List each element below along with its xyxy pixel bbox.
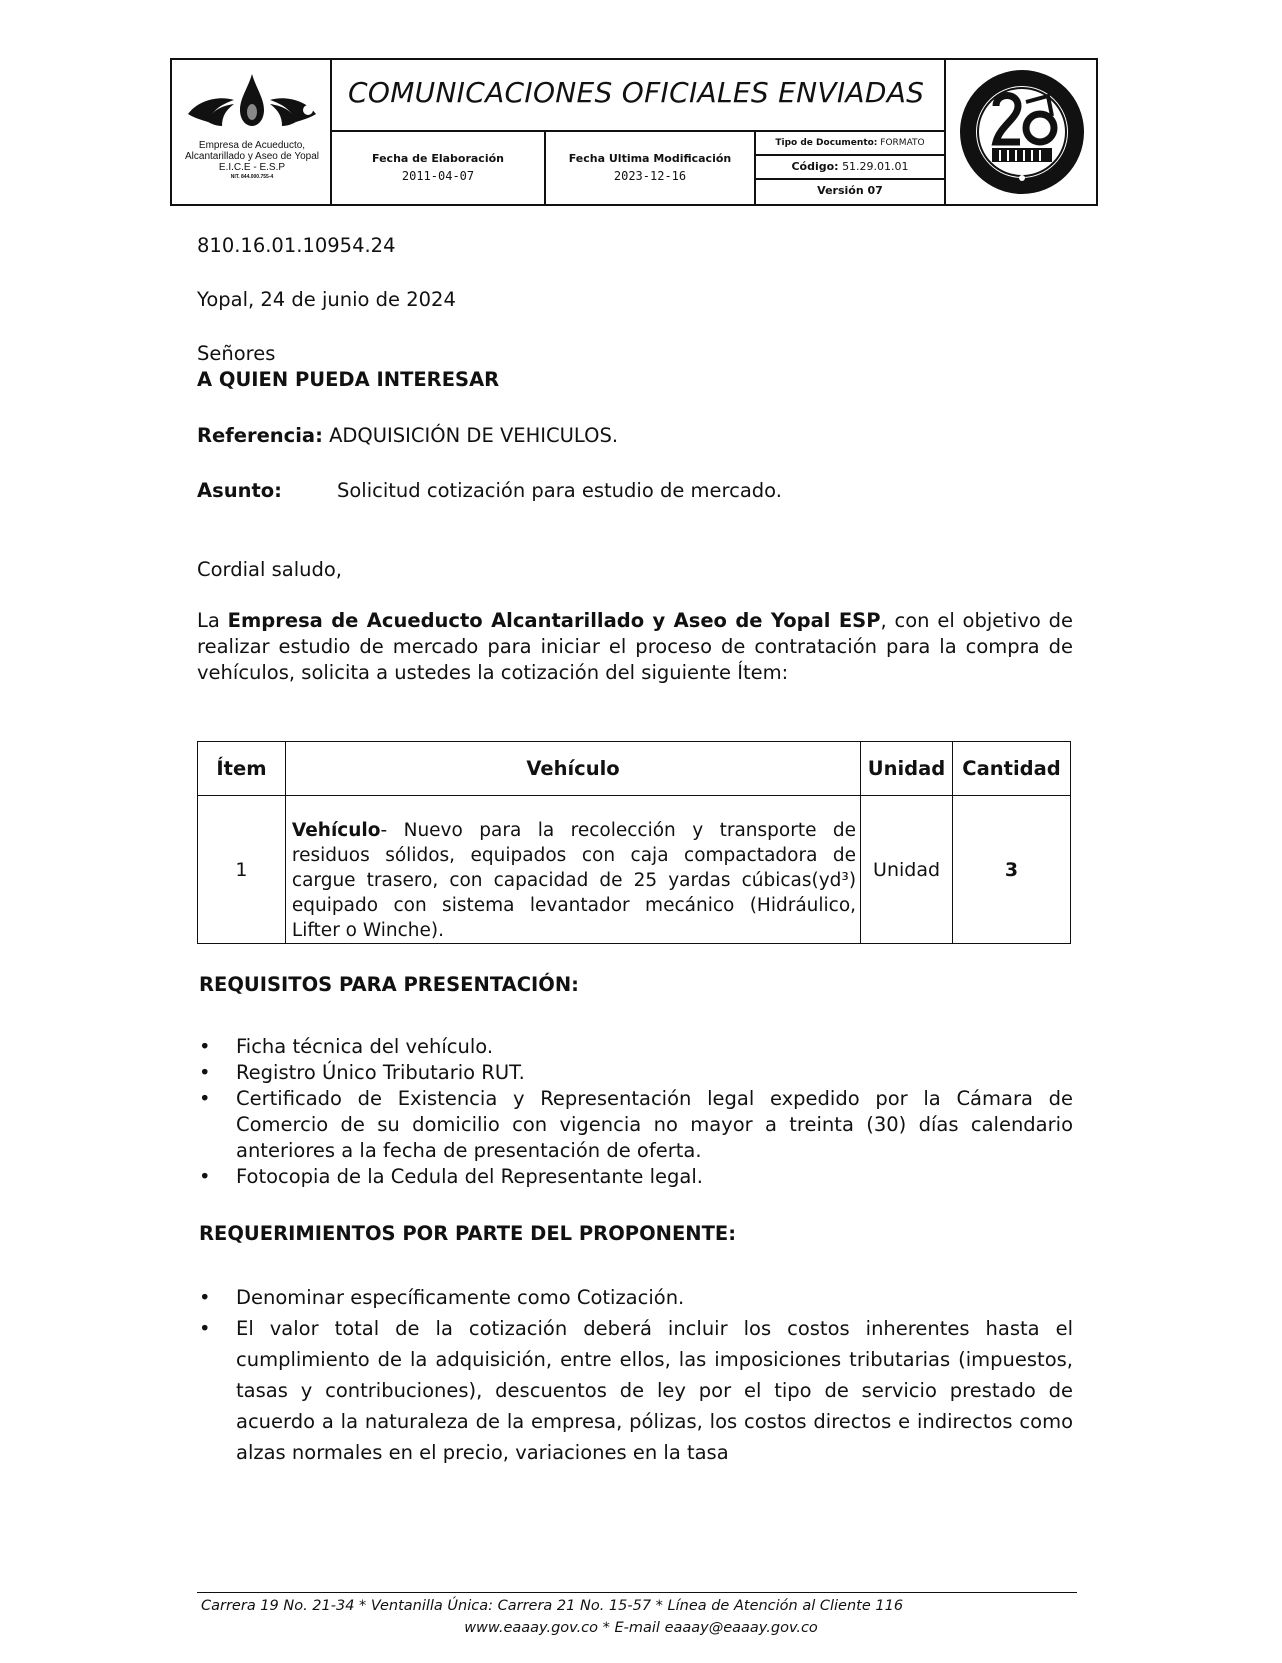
list-item: • Registro Único Tributario RUT. bbox=[199, 1060, 1073, 1086]
municipal-seal-icon bbox=[956, 66, 1088, 198]
proponent-requirements-list bbox=[199, 1282, 1073, 1468]
company-name-line: Alcantarillado y Aseo de Yopal bbox=[185, 151, 319, 162]
company-name-line: Empresa de Acueducto, bbox=[198, 140, 306, 151]
table-row bbox=[198, 796, 1071, 944]
greeting: Cordial saludo, bbox=[197, 558, 342, 581]
intro-company: Empresa de Acueducto Alcantarillado y Aseo de Yopal ESP bbox=[227, 609, 881, 632]
cell-unit: Unidad bbox=[861, 796, 953, 944]
requirements-heading: REQUISITOS PARA PRESENTACIÓN: bbox=[199, 973, 579, 996]
intro-paragraph bbox=[197, 608, 1073, 686]
cell-quantity: 3 bbox=[953, 796, 1071, 944]
subject-line bbox=[197, 478, 782, 503]
list-item: • Ficha técnica del vehículo. bbox=[199, 1034, 1073, 1060]
subject-value: Solicitud cotización para estudio de mercado. bbox=[337, 479, 782, 502]
cell-item: 1 bbox=[198, 796, 286, 944]
document-type-value: FORMATO bbox=[880, 138, 925, 148]
company-nit: NIT. 844.000.755-4 bbox=[230, 174, 274, 180]
header-vehicle: Vehículo bbox=[285, 742, 860, 796]
intro-prefix: La bbox=[197, 609, 228, 632]
intro-text: , con el objetivo de realizar estudio de mercado para iniciar el proceso de contratación para la compra de vehículos, solicita a ustedes la cotización del siguiente Ítem: bbox=[197, 609, 1073, 684]
requirements-list bbox=[199, 1034, 1073, 1190]
company-name-block bbox=[172, 140, 332, 181]
document-type-label: Tipo de Documento: bbox=[775, 138, 878, 148]
creation-date-label: Fecha de Elaboración bbox=[372, 152, 504, 165]
creation-date-value: 2011-04-07 bbox=[401, 169, 475, 183]
header-quantity: Cantidad bbox=[953, 742, 1071, 796]
list-item: • Certificado de Existencia y Representación legal expedido por la Cámara de Comercio de su domicilio con vigencia no mayor a treinta (30) días calendario anteriores a la fecha de presentación de oferta. bbox=[199, 1086, 1073, 1164]
document-version: Versión 07 bbox=[817, 184, 883, 197]
list-item: • El valor total de la cotización deberá incluir los costos inherentes hasta el cumplimiento de la adquisición, entre ellos, las imposiciones tributarias (impuestos, tasas y contribuciones), descuentos de ley por el tipo de servicio prestado de acuerdo a la naturaleza de la empresa, pólizas, los costos directos e indirectos como alzas normales en el precio, variaciones en la tasa bbox=[199, 1313, 1073, 1468]
table-header-row bbox=[198, 742, 1071, 796]
seal-cell bbox=[944, 60, 1096, 204]
proponent-requirements-heading: REQUERIMIENTOS POR PARTE DEL PROPONENTE: bbox=[199, 1222, 737, 1245]
footer-contact: www.eaaay.gov.co * E-mail eaaay@eaaay.gov.co bbox=[464, 1620, 818, 1636]
list-item: • Denominar específicamente como Cotización. bbox=[199, 1282, 1073, 1313]
document-code-value: 51.29.01.01 bbox=[842, 160, 909, 173]
document-meta-cell bbox=[756, 132, 944, 204]
reference-number: 810.16.01.10954.24 bbox=[197, 234, 396, 257]
salutation-to: Señores bbox=[197, 342, 276, 365]
subject-label: Asunto: bbox=[197, 479, 282, 502]
place-date: Yopal, 24 de junio de 2024 bbox=[197, 288, 456, 311]
reference-value: ADQUISICIÓN DE VEHICULOS. bbox=[329, 424, 619, 447]
header-unit: Unidad bbox=[861, 742, 953, 796]
footer-address: Carrera 19 No. 21-34 * Ventanilla Única: Carrera 21 No. 15-57 * Línea de Atención al Cliente 116 bbox=[201, 1598, 904, 1614]
reference-line bbox=[197, 423, 618, 448]
recipient: A QUIEN PUEDA INTERESAR bbox=[197, 368, 500, 391]
items-table bbox=[197, 741, 1071, 944]
creation-date-cell bbox=[332, 132, 546, 204]
vehicle-bold: Vehículo bbox=[291, 820, 381, 841]
reference-label: Referencia: bbox=[197, 424, 323, 447]
header-title-cell bbox=[332, 60, 944, 132]
company-name-line: E.I.C.E - E.S.P bbox=[218, 162, 286, 173]
header-item: Ítem bbox=[198, 742, 286, 796]
list-item: • Fotocopia de la Cedula del Representante legal. bbox=[199, 1164, 1073, 1190]
cell-vehicle bbox=[285, 796, 860, 944]
document-title: COMUNICACIONES OFICIALES ENVIADAS bbox=[348, 76, 925, 109]
document-header bbox=[170, 58, 1098, 206]
modified-date-value: 2023-12-16 bbox=[613, 169, 687, 183]
document-code-row bbox=[756, 156, 944, 180]
document-type-row bbox=[756, 132, 944, 156]
modified-date-label: Fecha Ultima Modificación bbox=[568, 152, 732, 165]
document-code-label: Código: bbox=[791, 160, 839, 173]
modified-date-cell bbox=[546, 132, 756, 204]
footer-divider bbox=[197, 1592, 1077, 1593]
company-logo-cell bbox=[172, 60, 332, 204]
water-drop-logo-icon bbox=[178, 70, 326, 138]
vehicle-description: - Nuevo para la recolección y transporte de residuos sólidos, equipados con caja compactadora de cargue trasero, con capacidad de 25 yardas cúbicas(yd³) equipado con sistema levantador mecánico (Hidráulico, Lifter o Winche). bbox=[291, 820, 857, 941]
